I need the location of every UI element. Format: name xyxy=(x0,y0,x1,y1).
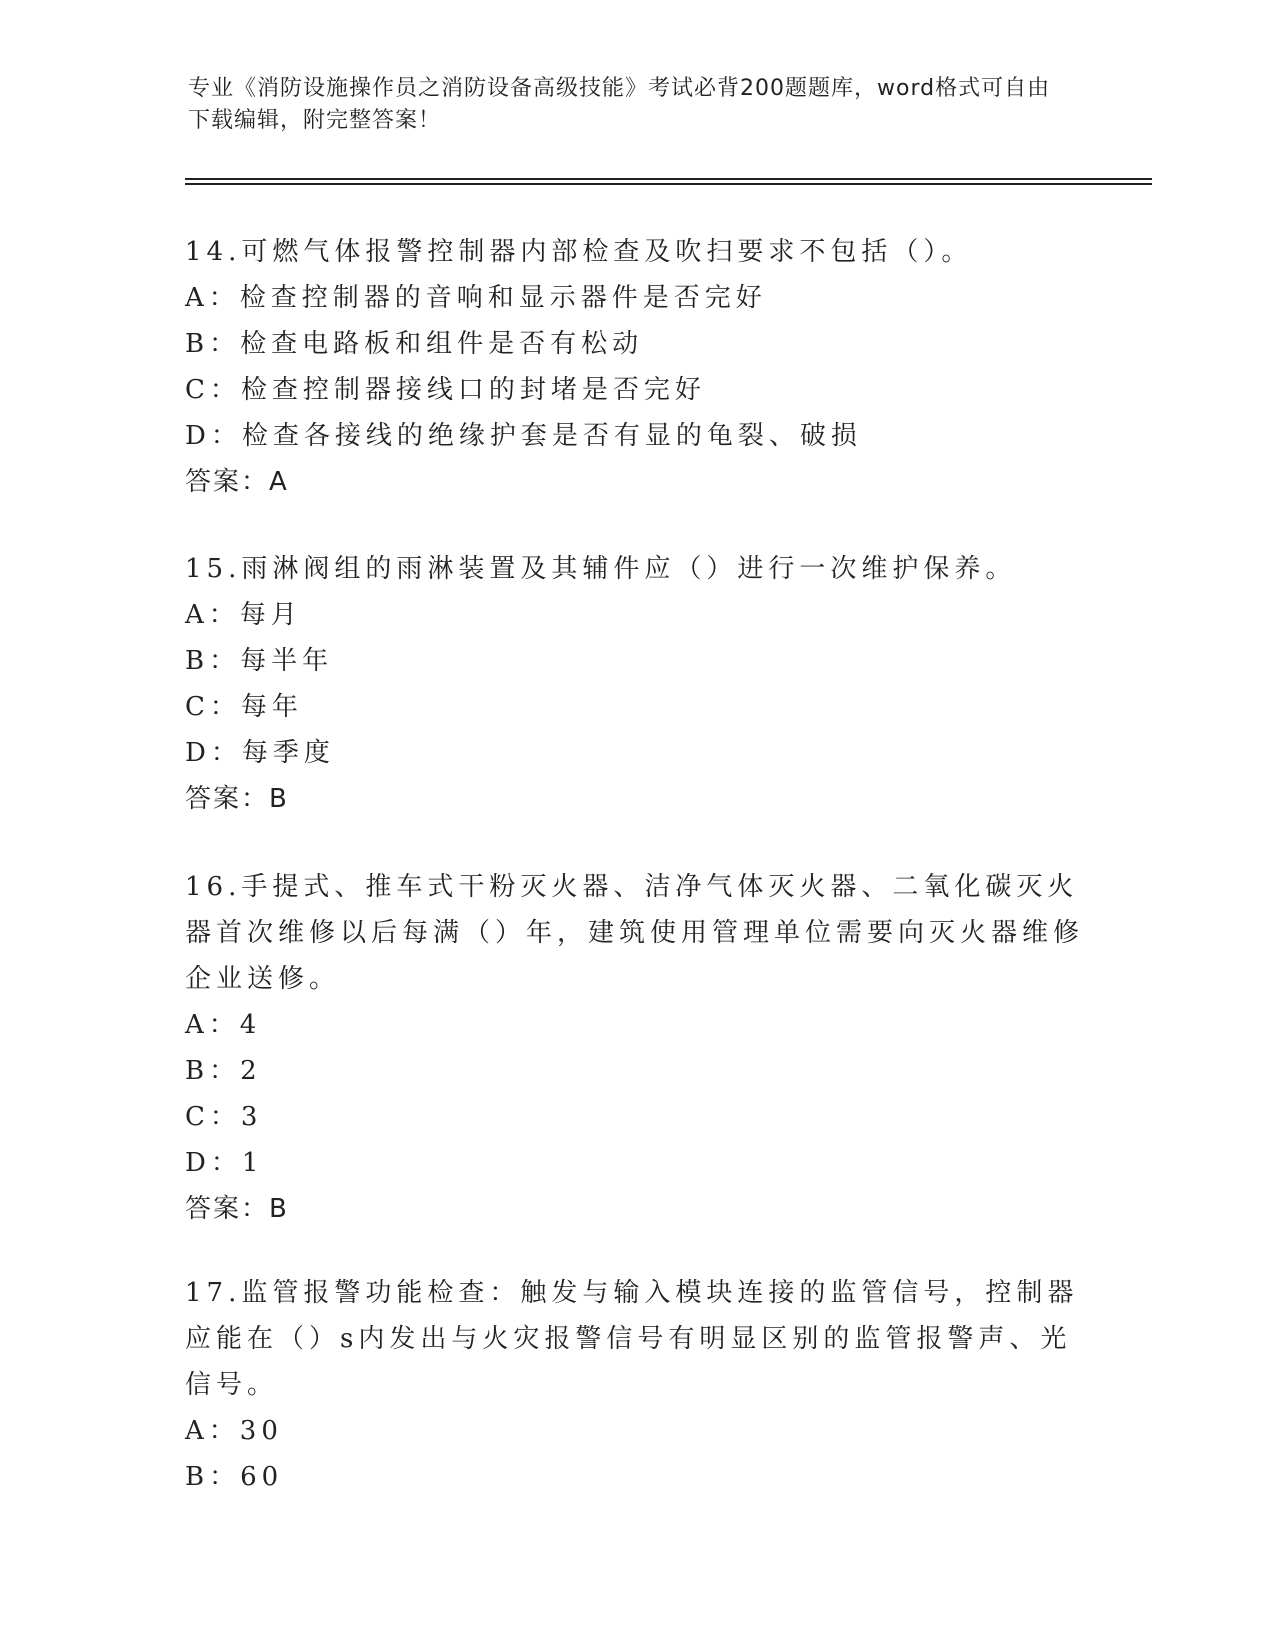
option-c: C：检查控制器接线口的封堵是否完好 xyxy=(185,375,706,405)
header-divider-bottom xyxy=(185,183,1152,185)
option-c: C：每年 xyxy=(185,692,303,722)
question-14 xyxy=(185,229,1085,505)
answer: 答案：B xyxy=(185,784,289,814)
question-stem: 17.监管报警功能检查：触发与输入模块连接的监管信号，控制器应能在（）s内发出与火灾报警信号有明显区别的监管报警声、光信号。 xyxy=(185,1278,1079,1400)
option-b: B：2 xyxy=(185,1056,262,1086)
question-stem: 14.可燃气体报警控制器内部检查及吹扫要求不包括（）。 xyxy=(185,237,973,267)
answer: 答案：B xyxy=(185,1194,289,1224)
question-15 xyxy=(185,546,1085,822)
option-b: B：每半年 xyxy=(185,646,334,676)
option-d: D：每季度 xyxy=(185,738,335,768)
option-a: A：30 xyxy=(185,1416,283,1446)
option-d: D：检查各接线的绝缘护套是否有显的龟裂、破损 xyxy=(185,421,862,451)
option-b: B：检查电路板和组件是否有松动 xyxy=(185,329,644,359)
answer: 答案：A xyxy=(185,467,289,497)
option-a: A：每月 xyxy=(185,600,302,630)
option-d: D：1 xyxy=(185,1148,264,1178)
question-stem: 15.雨淋阀组的雨淋装置及其辅件应（）进行一次维护保养。 xyxy=(185,554,1017,584)
header-divider-top xyxy=(185,178,1152,180)
option-a: A：4 xyxy=(185,1010,262,1040)
question-17 xyxy=(185,1270,1085,1500)
option-c: C：3 xyxy=(185,1102,263,1132)
question-stem: 16.手提式、推车式干粉灭火器、洁净气体灭火器、二氧化碳灭火器首次维修以后每满（）年，建筑使用管理单位需要向灭火器维修企业送修。 xyxy=(185,872,1085,994)
option-a: A：检查控制器的音响和显示器件是否完好 xyxy=(185,283,767,313)
option-b: B：60 xyxy=(185,1462,284,1492)
question-16 xyxy=(185,864,1085,1232)
document-header: 专业《消防设施操作员之消防设备高级技能》考试必背200题题库，word格式可自由下载编辑，附完整答案！ xyxy=(188,76,1051,133)
